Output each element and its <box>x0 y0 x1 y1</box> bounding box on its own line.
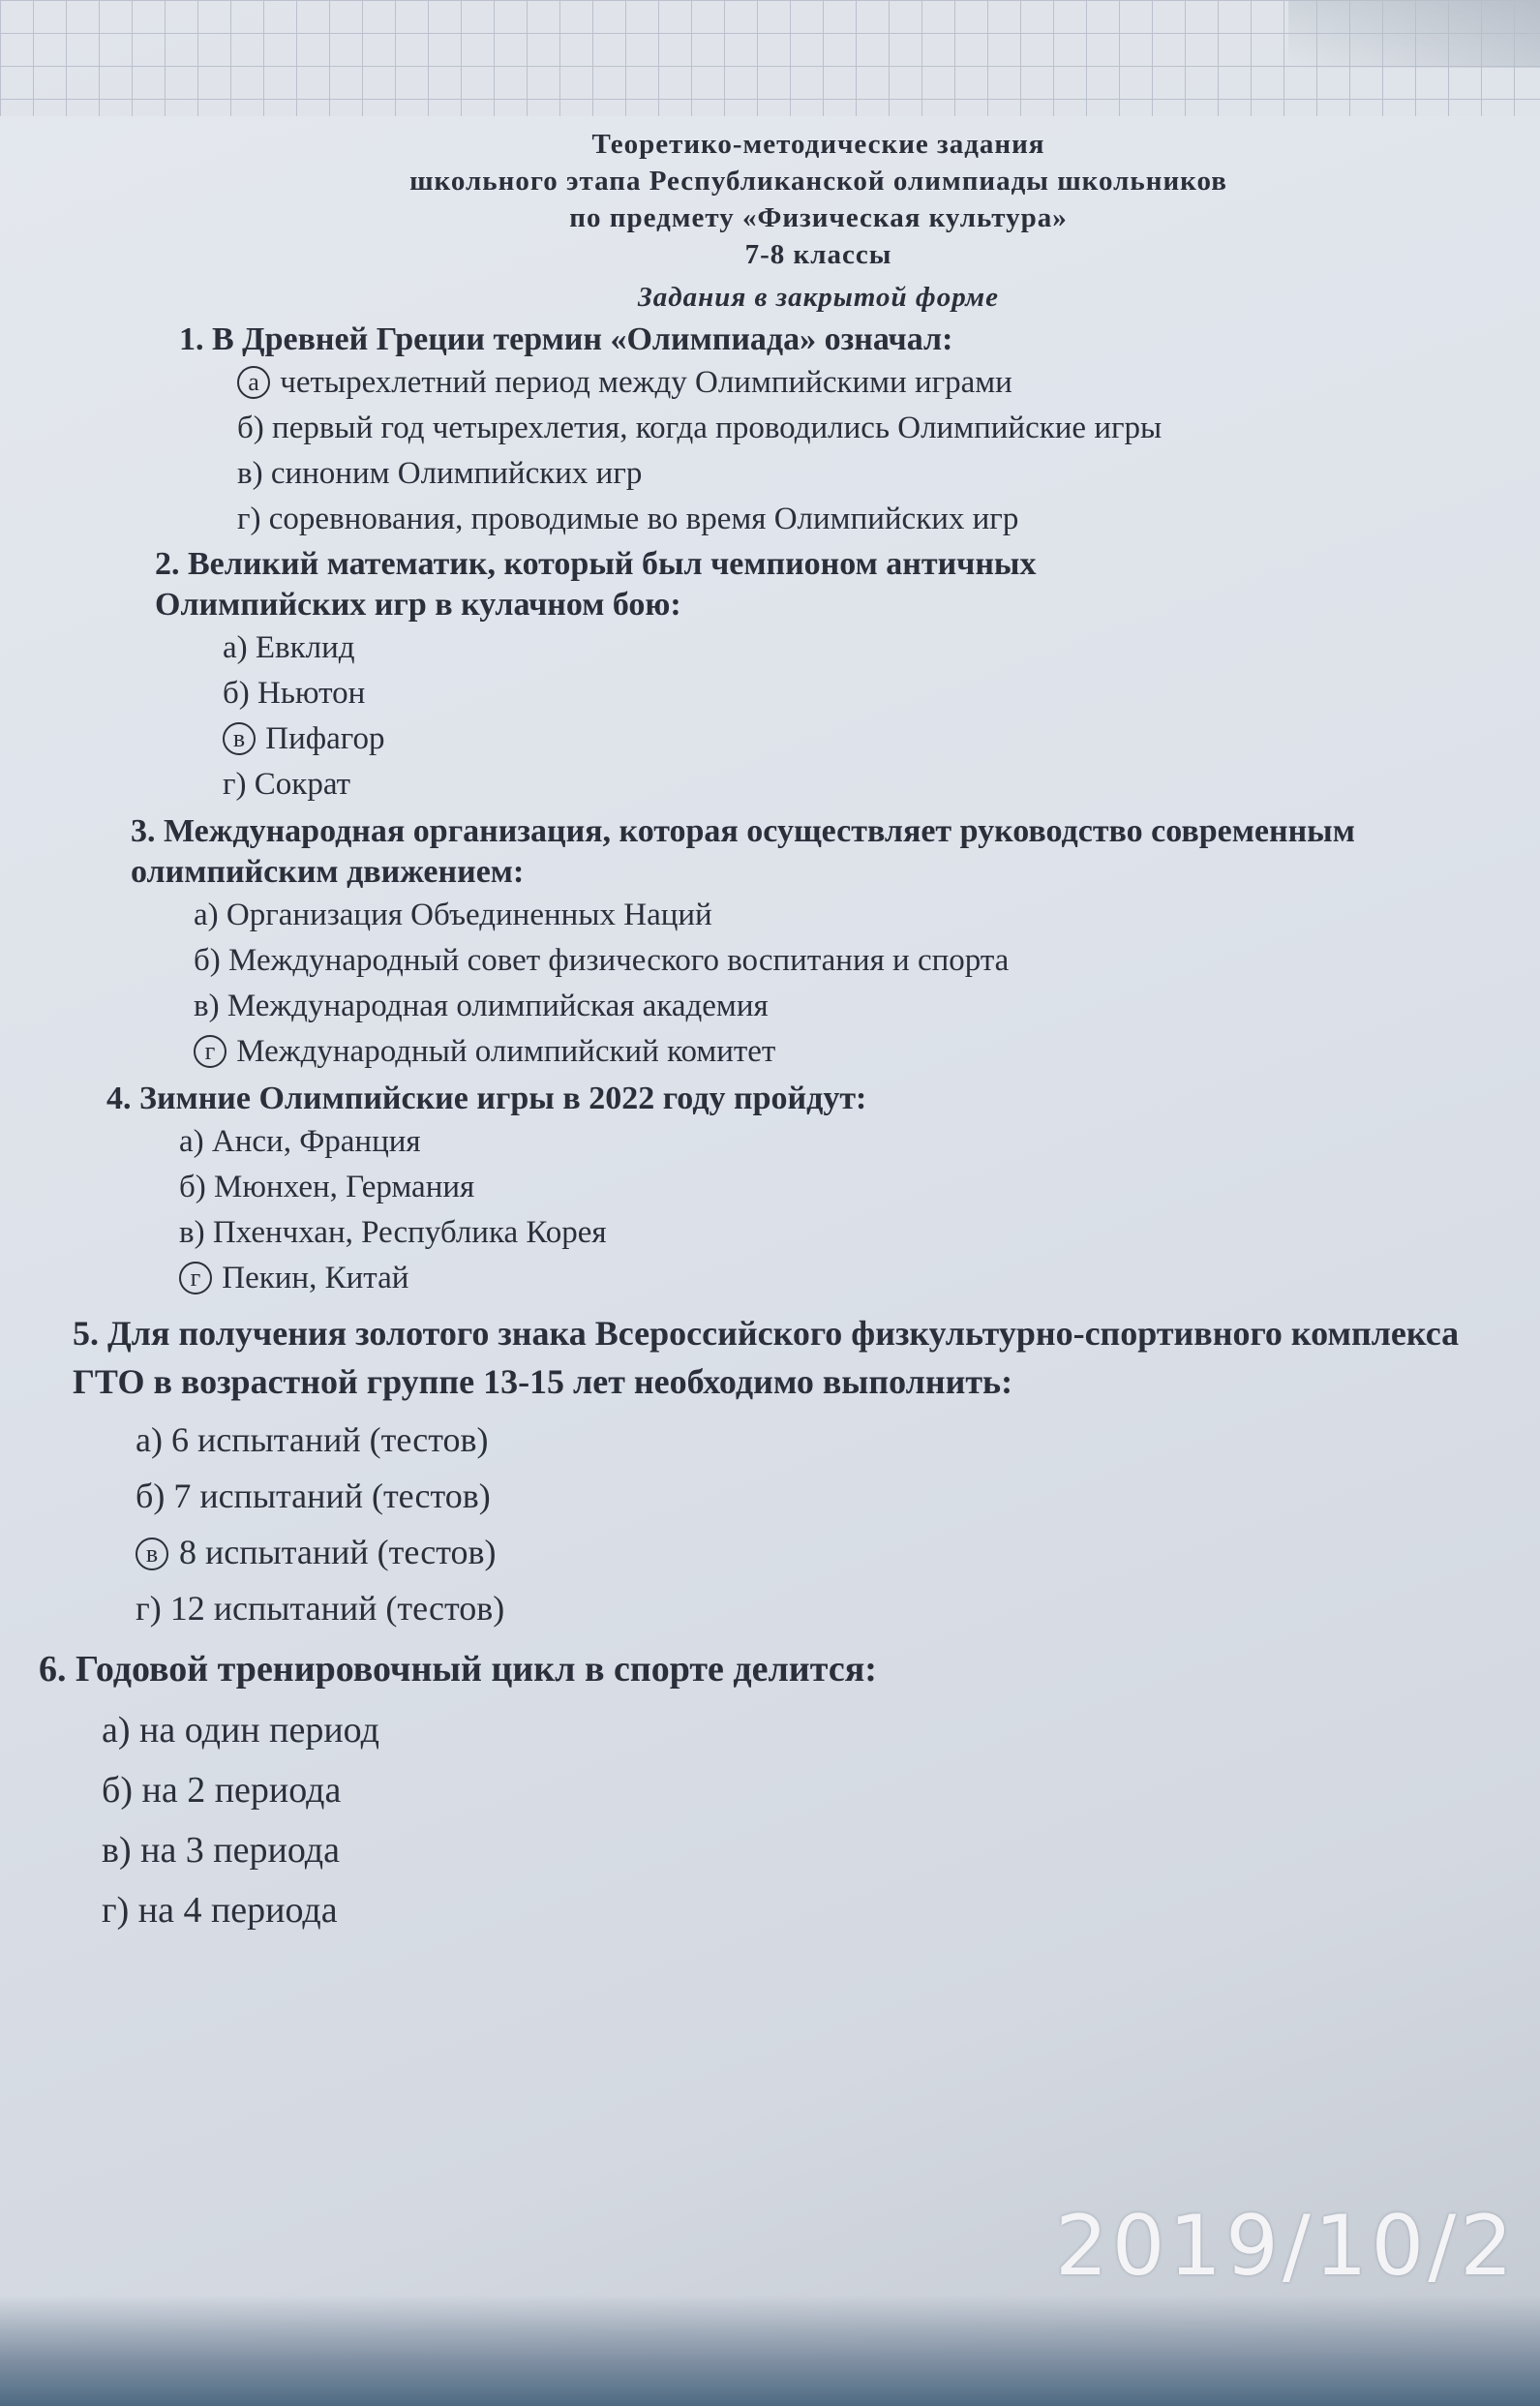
option-mark: г) <box>237 502 261 536</box>
circled-answer-mark: в <box>136 1538 168 1570</box>
option-mark: а) <box>223 630 248 665</box>
option-mark: в) <box>237 456 263 491</box>
option-text: Анси, Франция <box>203 1124 421 1159</box>
option-text: Пекин, Китай <box>214 1261 409 1295</box>
option-mark: г) <box>136 1589 162 1628</box>
document-content <box>0 126 1540 1940</box>
answer-option <box>136 1580 1540 1636</box>
option-text: на один период <box>130 1710 379 1751</box>
option-mark: г) <box>102 1890 130 1931</box>
answer-option <box>179 1165 1540 1210</box>
header-line-4: 7-8 классы <box>744 239 892 270</box>
option-text: Ньютон <box>249 676 366 711</box>
paper-fold-shadow <box>1288 0 1540 68</box>
answer-option <box>194 893 1540 938</box>
question-6 <box>0 1644 1540 1940</box>
header-line-1: Теоретико-методические задания <box>591 129 1045 160</box>
circled-answer-mark: а <box>237 366 270 399</box>
document-header <box>97 126 1540 316</box>
option-mark: а) <box>179 1124 204 1159</box>
option-text: Международный олимпийский комитет <box>228 1034 776 1069</box>
option-text: на 3 периода <box>131 1830 340 1871</box>
answer-option <box>194 938 1540 984</box>
answer-option <box>223 625 1540 671</box>
circled-answer-mark: г <box>179 1262 212 1294</box>
option-text: Организация Объединенных Наций <box>218 898 712 932</box>
answer-option <box>179 1210 1540 1256</box>
option-text: первый год четырехлетия, когда проводились Олимпийские игры <box>263 411 1163 445</box>
answer-option <box>237 451 1540 497</box>
option-text: Международный совет физического воспитания и спорта <box>220 943 1010 978</box>
option-mark: б) <box>237 411 264 445</box>
answer-option <box>223 762 1540 807</box>
circled-answer-mark: г <box>194 1035 226 1068</box>
question-3 <box>0 811 1540 1075</box>
option-text: Сократ <box>246 767 351 802</box>
question-title: 5. Для получения золотого знака Всероссийского физкультурно-спортивного комплекса ГТО в возрастной группе 13-15 лет необходимо выполнить: <box>73 1314 1460 1401</box>
answer-option <box>136 1468 1540 1524</box>
question-title: 2. Великий математик, который был чемпионом античных Олимпийских игр в кулачном бою: <box>155 546 1037 623</box>
answer-option <box>179 1119 1540 1165</box>
option-text: на 2 периода <box>133 1770 342 1811</box>
option-text: соревнования, проводимые во время Олимпийских игр <box>260 502 1019 536</box>
option-mark: г) <box>223 767 247 802</box>
option-text: Евклид <box>247 630 355 665</box>
photo-date-stamp: 2019/10/2 <box>1055 2198 1517 2295</box>
option-text: 7 испытаний (тестов) <box>165 1477 491 1515</box>
option-mark: в) <box>194 989 220 1023</box>
option-text: 12 испытаний (тестов) <box>161 1589 505 1628</box>
answer-option <box>136 1524 1540 1580</box>
header-line-3: по предмету «Физическая культура» <box>569 202 1068 233</box>
answer-option <box>102 1700 1540 1760</box>
option-mark: б) <box>194 943 221 978</box>
answer-option <box>136 1412 1540 1468</box>
option-mark: а) <box>136 1420 163 1459</box>
question-title: 3. Международная организация, которая осуществляет руководство современным олимпийским движением: <box>131 813 1355 890</box>
question-4 <box>0 1079 1540 1301</box>
bottom-shadow <box>0 2295 1540 2406</box>
question-1 <box>0 320 1540 542</box>
header-line-2: школьного этапа Республиканской олимпиады школьников <box>409 166 1227 197</box>
answer-option <box>237 360 1540 406</box>
option-text: Пифагор <box>257 721 385 756</box>
question-5 <box>0 1309 1540 1636</box>
question-title: 4. Зимние Олимпийские игры в 2022 году пройдут: <box>106 1081 867 1116</box>
answer-option <box>102 1820 1540 1880</box>
option-mark: в) <box>179 1215 205 1250</box>
option-text: четырехлетний период между Олимпийскими играми <box>272 365 1012 400</box>
option-mark: б) <box>102 1770 133 1811</box>
option-text: на 4 периода <box>129 1890 338 1931</box>
option-mark: б) <box>179 1170 206 1204</box>
answer-option <box>194 984 1540 1029</box>
section-subtitle: Задания в закрытой форме <box>637 282 999 313</box>
answer-option <box>102 1880 1540 1940</box>
answer-option <box>237 497 1540 542</box>
option-mark: б) <box>223 676 250 711</box>
question-title: 1. В Древней Греции термин «Олимпиада» означал: <box>179 321 953 357</box>
option-text: Мюнхен, Германия <box>205 1170 475 1204</box>
answer-option <box>223 671 1540 716</box>
circled-answer-mark: в <box>223 722 256 755</box>
answer-option <box>237 406 1540 451</box>
option-text: 6 испытаний (тестов) <box>162 1420 489 1459</box>
option-text: синоним Олимпийских игр <box>262 456 643 491</box>
option-text: Пхенчхан, Республика Корея <box>204 1215 607 1250</box>
option-text: Международная олимпийская академия <box>219 989 769 1023</box>
answer-option <box>194 1029 1540 1075</box>
option-mark: а) <box>102 1710 131 1751</box>
answer-option <box>179 1256 1540 1301</box>
answer-option <box>223 716 1540 762</box>
question-title: 6. Годовой тренировочный цикл в спорте делится: <box>39 1649 877 1690</box>
option-mark: в) <box>102 1830 132 1871</box>
option-mark: б) <box>136 1477 166 1515</box>
option-text: 8 испытаний (тестов) <box>170 1533 497 1571</box>
question-2 <box>0 544 1540 807</box>
answer-option <box>102 1760 1540 1820</box>
option-mark: а) <box>194 898 219 932</box>
